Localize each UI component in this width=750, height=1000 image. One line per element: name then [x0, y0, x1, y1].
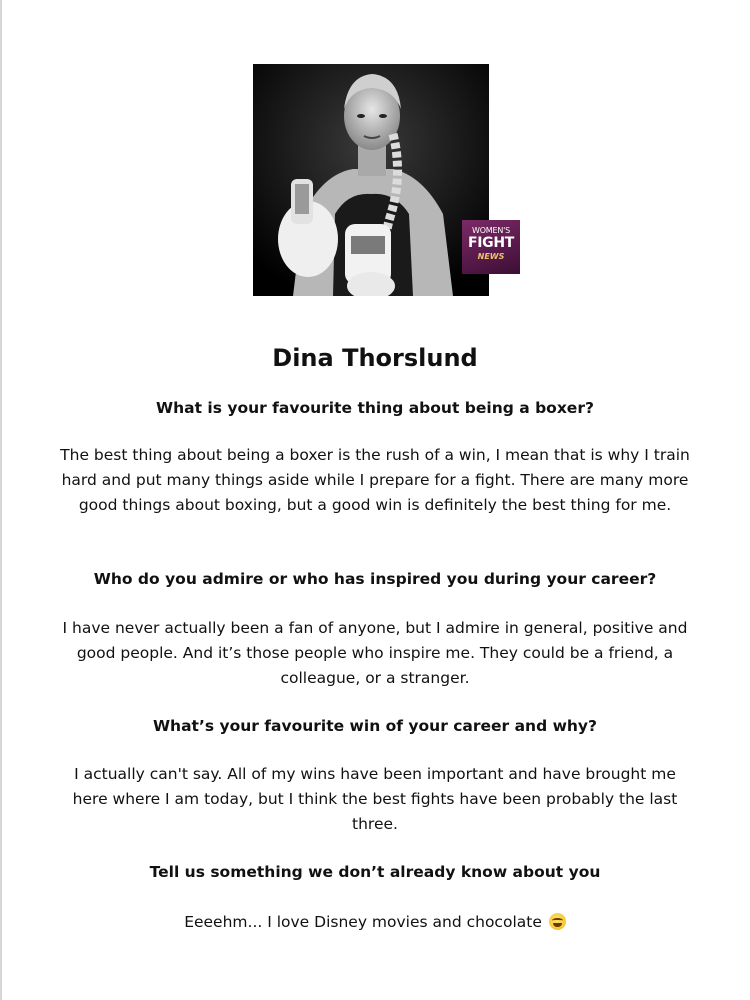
logo-line-fight: FIGHT [467, 235, 515, 251]
page-title: Dina Thorslund [272, 344, 478, 372]
answer-2: I have never actually been a fan of anyone, but I admire in general, positive and good people. And it’s those people who inspire me. They could be a friend, a colleague, or a stranger. [62, 619, 688, 687]
boxer-photo [253, 64, 489, 296]
logo-line-news: NEWS [477, 252, 505, 261]
answer-4-row [60, 910, 690, 935]
womens-fight-news-logo [462, 220, 520, 274]
boxer-photo-illustration [253, 64, 489, 296]
logo-line-womens: WOMEN'S [471, 226, 511, 235]
question-2: Who do you admire or who has inspired you during your career? [93, 570, 657, 588]
answer-1: The best thing about being a boxer is the rush of a win, I mean that is why I train hard and put many things aside while I prepare for a fight. There are many more good things about boxing, but a good win is definitely the best thing for me. [60, 446, 690, 514]
answer-4: Eeeehm... I love Disney movies and chocolate [184, 913, 542, 931]
answer-3: I actually can't say. All of my wins have been important and have brought me here where I am today, but I think the best fights have been probably the last three. [72, 765, 678, 833]
page-edge-divider [0, 0, 2, 1000]
question-1: What is your favourite thing about being a boxer? [156, 399, 594, 417]
question-3: What’s your favourite win of your career and why? [152, 717, 598, 735]
question-4: Tell us something we don’t already know about you [149, 863, 601, 881]
face-with-tears-of-joy-icon [549, 913, 566, 930]
